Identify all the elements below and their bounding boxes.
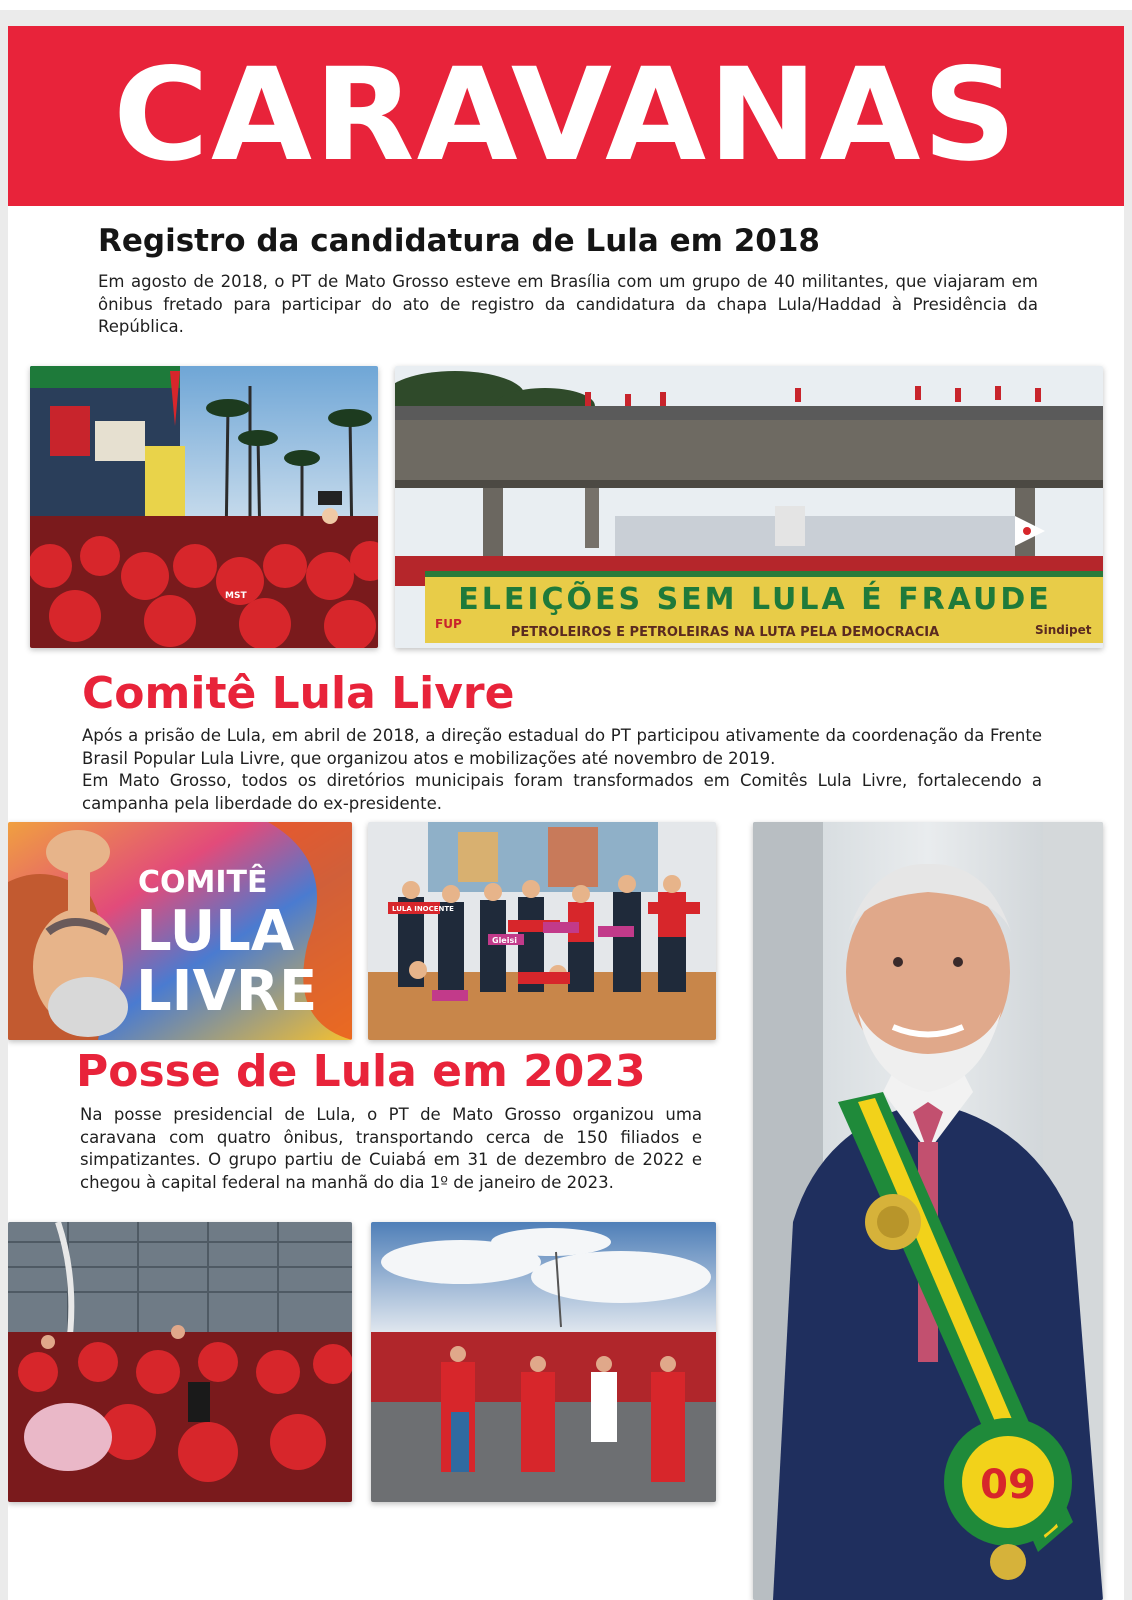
poster-line-lula: LULA (136, 899, 295, 964)
section-heading-registro: Registro da candidatura de Lula em 2018 (98, 223, 821, 259)
poster-line-comite: COMITÊ (138, 865, 268, 900)
sign-gleisi: Gleisi (492, 936, 517, 945)
sindipet-logo: Sindipet (1035, 623, 1092, 637)
photo-rally-2018 (30, 366, 378, 648)
photo-bridge-protest (395, 366, 1103, 648)
bridge-banner-sub: PETROLEIROS E PETROLEIRAS NA LUTA PELA DEMOCRACIA (510, 625, 940, 640)
photo-posse-palace-crowd (8, 1222, 352, 1502)
title-banner (8, 26, 1124, 206)
section-body-comite (82, 725, 1042, 815)
top-strip (0, 0, 1132, 10)
section-body-posse: Na posse presidencial de Lula, o PT de Mato Grosso organizou uma caravana com quatro ônibus, transportando cerca de 150 filiados e simpatizantes. O grupo partiu de Cuiabá em 31 de dezembro de 2022 e chegou à capital federal na manhã do dia 1º de janeiro de 2023. (80, 1105, 702, 1192)
poster-comite-lula-livre (8, 822, 352, 1040)
photo-lula-portrait (753, 822, 1103, 1600)
section-heading-posse: Posse de Lula em 2023 (76, 1046, 646, 1097)
photo-posse-esplanada (371, 1222, 716, 1502)
poster-line-livre: LIVRE (136, 959, 318, 1024)
bridge-banner-main: ELEIÇÕES SEM LULA É FRAUDE (458, 582, 1052, 617)
fup-logo: FUP (435, 617, 462, 631)
section-body-comite-p1: Após a prisão de Lula, em abril de 2018, a direção estadual do PT participou ativamente da coordenação da Frente Brasil Popular Lula Livre, que organizou atos e mobilizações até novembro de 2019. (82, 726, 1042, 768)
cap-label: MST (225, 591, 247, 601)
section-body-comite-p2: Em Mato Grosso, todos os diretórios municipais foram transformados em Comitês Lula Livre, fortalecendo a campanha pela liberdade do ex-presidente. (82, 771, 1042, 813)
sign-lula-inocente: LULA INOCENTE (392, 905, 454, 913)
section-heading-comite: Comitê Lula Livre (82, 668, 515, 719)
banner-title: CARAVANAS (113, 41, 1019, 190)
photo-group-lula-inocente (368, 822, 716, 1040)
section-body-registro: Em agosto de 2018, o PT de Mato Grosso esteve em Brasília com um grupo de 40 militantes, que viajaram em ônibus fretado para participar do ato de registro da candidatura da chapa Lula/Haddad à Presidência da República. (98, 272, 1038, 336)
rosette-number: 09 (980, 1462, 1036, 1508)
flyer-page (8, 26, 1124, 1600)
